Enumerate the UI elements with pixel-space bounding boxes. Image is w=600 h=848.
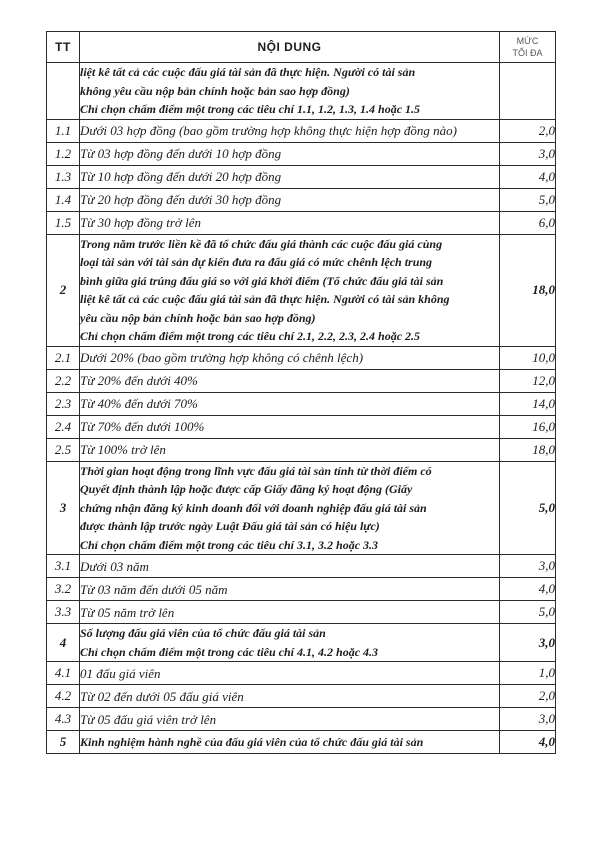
row-max: 2,0 bbox=[500, 119, 556, 142]
row-max: 4,0 bbox=[500, 578, 556, 601]
row-text: 01 đấu giá viên bbox=[80, 662, 500, 685]
row-tt: 1.3 bbox=[47, 165, 80, 188]
section-4-tt: 4 bbox=[47, 624, 80, 662]
header-tt: TT bbox=[47, 32, 80, 63]
table-row bbox=[47, 708, 556, 731]
row-text: Dưới 03 hợp đồng (bao gồm trường hợp không thực hiện hợp đồng nào) bbox=[80, 119, 500, 142]
section-1-text bbox=[80, 63, 500, 120]
row-max: 1,0 bbox=[500, 662, 556, 685]
text-line: không yêu cầu nộp bản chính hoặc bản sao hợp đồng) bbox=[80, 83, 350, 98]
header-noi-dung: NỘI DUNG bbox=[80, 32, 500, 63]
section-3-row bbox=[47, 461, 556, 555]
row-text: Từ 40% đến dưới 70% bbox=[80, 392, 500, 415]
table-row bbox=[47, 438, 556, 461]
row-max: 6,0 bbox=[500, 211, 556, 234]
text-line: Chỉ chọn chấm điểm một trong các tiêu chí 4.1, 4.2 hoặc 4.3 bbox=[80, 644, 379, 659]
row-text: Từ 10 hợp đồng đến dưới 20 hợp đồng bbox=[80, 165, 500, 188]
text-line: Thời gian hoạt động trong lĩnh vực đấu giá tài sản tính từ thời điểm có bbox=[80, 463, 432, 478]
row-max: 18,0 bbox=[500, 438, 556, 461]
row-max: 3,0 bbox=[500, 142, 556, 165]
section-5-row bbox=[47, 731, 556, 754]
row-tt: 1.5 bbox=[47, 211, 80, 234]
row-text: Từ 02 đến dưới 05 đấu giá viên bbox=[80, 685, 500, 708]
table-row bbox=[47, 555, 556, 578]
section-4-text bbox=[80, 624, 500, 662]
row-max: 3,0 bbox=[500, 555, 556, 578]
row-tt: 3.3 bbox=[47, 601, 80, 624]
text-line: được thành lập trước ngày Luật Đấu giá tài sản có hiệu lực) bbox=[80, 519, 380, 533]
table-row bbox=[47, 188, 556, 211]
text-line: Trong năm trước liền kề đã tổ chức đấu giá thành các cuộc đấu giá cùng bbox=[80, 236, 443, 251]
text-line: Số lượng đấu giá viên của tổ chức đấu giá tài sản bbox=[80, 626, 326, 640]
row-tt: 2.1 bbox=[47, 346, 80, 369]
section-3-max: 5,0 bbox=[500, 461, 556, 555]
section-2-row bbox=[47, 234, 556, 346]
section-2-text bbox=[80, 234, 500, 346]
section-4-max: 3,0 bbox=[500, 624, 556, 662]
text-line: Chỉ chọn chấm điểm một trong các tiêu chí 1.1, 1.2, 1.3, 1.4 hoặc 1.5 bbox=[80, 102, 421, 116]
row-tt: 3.1 bbox=[47, 555, 80, 578]
row-text: Từ 30 hợp đồng trở lên bbox=[80, 211, 500, 234]
row-tt: 4.3 bbox=[47, 708, 80, 731]
row-text: Từ 20 hợp đồng đến dưới 30 hợp đồng bbox=[80, 188, 500, 211]
row-text: Từ 03 năm đến dưới 05 năm bbox=[80, 578, 500, 601]
row-text: Từ 03 hợp đồng đến dưới 10 hợp đồng bbox=[80, 142, 500, 165]
row-tt: 1.2 bbox=[47, 142, 80, 165]
row-max: 2,0 bbox=[500, 685, 556, 708]
row-text: Từ 100% trở lên bbox=[80, 438, 500, 461]
row-tt: 2.2 bbox=[47, 369, 80, 392]
row-max: 16,0 bbox=[500, 415, 556, 438]
table-row bbox=[47, 578, 556, 601]
table-row bbox=[47, 601, 556, 624]
section-5-max: 4,0 bbox=[500, 731, 556, 754]
row-max: 10,0 bbox=[500, 346, 556, 369]
table-row bbox=[47, 165, 556, 188]
row-tt: 1.4 bbox=[47, 188, 80, 211]
row-tt: 4.2 bbox=[47, 685, 80, 708]
table-row bbox=[47, 119, 556, 142]
section-1-max bbox=[500, 63, 556, 120]
table-row bbox=[47, 369, 556, 392]
row-max: 3,0 bbox=[500, 708, 556, 731]
section-4-row bbox=[47, 624, 556, 662]
section-5-text: Kinh nghiệm hành nghề của đấu giá viên của tổ chức đấu giá tài sản bbox=[80, 731, 500, 754]
row-max: 14,0 bbox=[500, 392, 556, 415]
text-line: liệt kê tất cả các cuộc đấu giá tài sản đã thực hiện. Người có tài sản bbox=[80, 65, 416, 79]
row-tt: 2.4 bbox=[47, 415, 80, 438]
text-line: bình giữa giá trúng đấu giá so với giá khởi điểm (Tổ chức đấu giá tài sản bbox=[80, 273, 444, 288]
row-text: Từ 05 đấu giá viên trở lên bbox=[80, 708, 500, 731]
text-line: loại tài sản với tài sản dự kiến đưa ra đấu giá có mức chênh lệch trung bbox=[80, 255, 433, 269]
row-max: 5,0 bbox=[500, 188, 556, 211]
row-text: Từ 05 năm trở lên bbox=[80, 601, 500, 624]
header-muc-toi-da bbox=[500, 32, 556, 63]
header-muc-line2: TỐI ĐA bbox=[512, 48, 543, 58]
row-max: 5,0 bbox=[500, 601, 556, 624]
row-text: Từ 70% đến dưới 100% bbox=[80, 415, 500, 438]
section-2-tt: 2 bbox=[47, 234, 80, 346]
row-text: Dưới 03 năm bbox=[80, 555, 500, 578]
table-row bbox=[47, 662, 556, 685]
row-tt: 3.2 bbox=[47, 578, 80, 601]
section-1-continuation-row bbox=[47, 63, 556, 120]
row-max: 12,0 bbox=[500, 369, 556, 392]
section-5-tt: 5 bbox=[47, 731, 80, 754]
row-tt: 2.3 bbox=[47, 392, 80, 415]
text-line: chứng nhận đăng ký kinh doanh đối với doanh nghiệp đấu giá tài sản bbox=[80, 500, 427, 515]
table-row bbox=[47, 211, 556, 234]
text-line: Quyết định thành lập hoặc được cấp Giấy đăng ký hoạt động (Giấy bbox=[80, 482, 413, 496]
table-header-row bbox=[47, 32, 556, 63]
row-max: 4,0 bbox=[500, 165, 556, 188]
table-row bbox=[47, 392, 556, 415]
row-tt: 2.5 bbox=[47, 438, 80, 461]
text-line: Chỉ chọn chấm điểm một trong các tiêu chí 3.1, 3.2 hoặc 3.3 bbox=[80, 537, 379, 552]
table-row bbox=[47, 415, 556, 438]
section-1-tt bbox=[47, 63, 80, 120]
row-text: Dưới 20% (bao gồm trường hợp không có chênh lệch) bbox=[80, 346, 500, 369]
table-row bbox=[47, 142, 556, 165]
section-3-text bbox=[80, 461, 500, 555]
scoring-criteria-table bbox=[46, 31, 556, 754]
table-row bbox=[47, 346, 556, 369]
row-tt: 4.1 bbox=[47, 662, 80, 685]
table-row bbox=[47, 685, 556, 708]
text-line: Chỉ chọn chấm điểm một trong các tiêu chí 2.1, 2.2, 2.3, 2.4 hoặc 2.5 bbox=[80, 329, 421, 343]
section-3-tt: 3 bbox=[47, 461, 80, 555]
row-text: Từ 20% đến dưới 40% bbox=[80, 369, 500, 392]
text-line: yêu cầu nộp bản chính hoặc bản sao hợp đồng) bbox=[80, 310, 316, 325]
row-tt: 1.1 bbox=[47, 119, 80, 142]
text-line: liệt kê tất cả các cuộc đấu giá tài sản đã thực hiện. Người có tài sản không bbox=[80, 292, 450, 306]
section-2-max: 18,0 bbox=[500, 234, 556, 346]
header-muc-line1: MỨC bbox=[516, 36, 539, 46]
